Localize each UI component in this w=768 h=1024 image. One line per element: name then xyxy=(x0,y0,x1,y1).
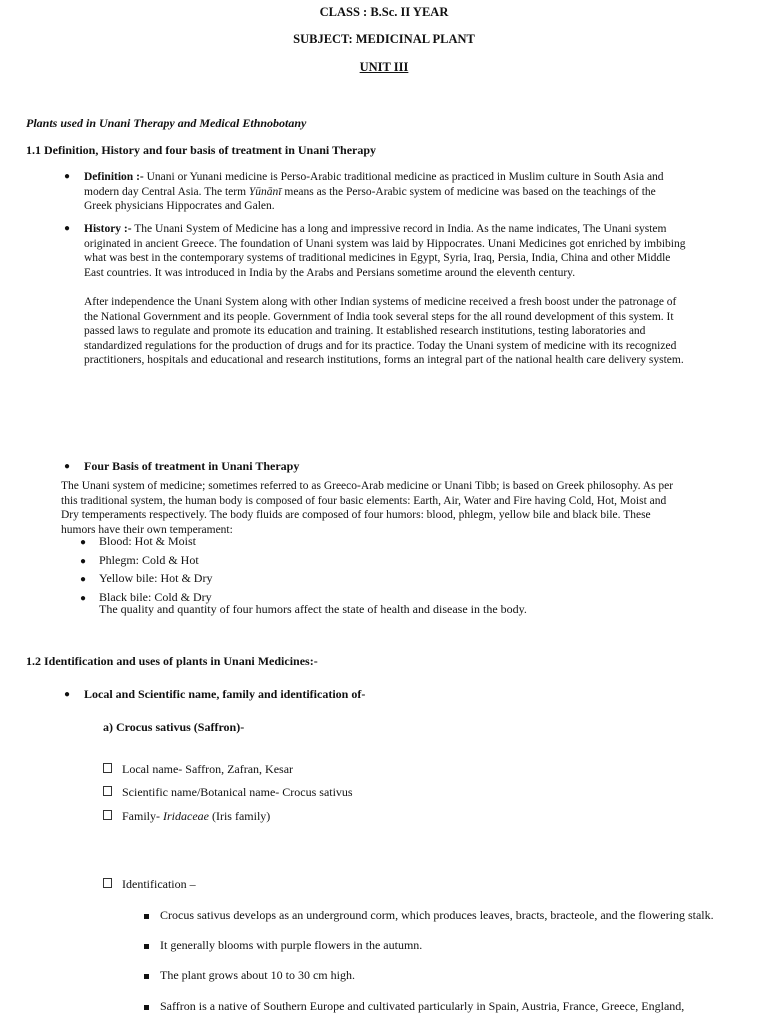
humors-list xyxy=(80,533,212,607)
after-line: After independence the Unani System along with other Indian systems of medicine received a fresh boost under the patronage of xyxy=(84,296,677,308)
after-line: practitioners, hospitals and educational and research institutions, forms an integral part of the national health care delivery system. xyxy=(84,354,684,367)
class-line: CLASS : B.Sc. II YEAR xyxy=(319,5,449,19)
s11-title: 1.1 Definition, History and four basis of treatment in Unani Therapy xyxy=(26,143,377,157)
list-item: The plant grows about 10 to 30 cm high. xyxy=(144,968,355,983)
list-item: Crocus sativus develops as an underground corm, which produces leaves, bracts, bracteole, and the flowering stalk. xyxy=(144,908,714,923)
subject-line: SUBJECT: MEDICINAL PLANT xyxy=(293,32,475,46)
after-line: standardized regulations for the production of drugs and for its practice. Today the Unani system of medicine with its recognized xyxy=(84,339,677,352)
checkbox-icon xyxy=(103,763,112,773)
after-independence-paragraph xyxy=(84,295,684,368)
list-item: It generally blooms with purple flowers in the autumn. xyxy=(144,938,422,953)
local-name-row: Local name- Saffron, Zafran, Kesar xyxy=(103,762,293,777)
four-basis-line: humors have their own temperament: xyxy=(61,523,233,536)
bullet-dot: ● xyxy=(64,461,71,472)
history-line: The Unani System of Medicine has a long and impressive record in India. As the name indicates, The Unani system xyxy=(131,223,667,235)
after-line: passed laws to regulate and promote its education and training. It established research institutions, testing laboratories and xyxy=(84,325,646,338)
bullet-dot: ● xyxy=(64,223,71,234)
bullet-dot: ● xyxy=(64,171,71,182)
four-basis-line: Dry temperaments respectively. The body fluids are composed of four humors: blood, phlegm, yellow bile and black bile. These xyxy=(61,509,651,522)
definition-block xyxy=(84,170,664,214)
definition-label: Definition :- xyxy=(84,171,144,183)
square-bullet-icon xyxy=(144,944,149,949)
list-item: ● Black bile: Cold & Dry xyxy=(80,589,212,604)
list-item: ● Phlegm: Cold & Hot xyxy=(80,552,199,567)
checkbox-icon xyxy=(103,786,112,796)
scientific-name-row: Scientific name/Botanical name- Crocus sativus xyxy=(103,785,353,800)
unit-line: UNIT III xyxy=(359,60,409,74)
definition-line: Greek physicians Hippocrates and Galen. xyxy=(84,200,275,213)
s12-title: 1.2 Identification and uses of plants in Unani Medicines:- xyxy=(26,654,318,668)
definition-term: Yūnānī xyxy=(248,185,282,198)
history-line: originated in ancient Greece. The foundation of Unani system was laid by Hippocrates. Unani Medicines got enriched by imbibing xyxy=(84,237,686,250)
section-heading: Plants used in Unani Therapy and Medical Ethnobotany xyxy=(26,116,307,130)
history-line: what was best in the contemporary systems of traditional medicines in Egypt, Syria, Iraq, Persia, India, China and other Middle xyxy=(84,252,671,265)
after-line: the National Government and its people. Government of India took several steps for the all round development of this system. It xyxy=(84,310,674,323)
identification-row: Identification – xyxy=(103,877,196,892)
four-basis-title: Four Basis of treatment in Unani Therapy xyxy=(84,459,300,473)
list-item: ● Blood: Hot & Moist xyxy=(80,534,197,548)
history-block xyxy=(84,222,685,280)
history-label: History :- xyxy=(84,223,132,235)
list-item: ● Yellow bile: Hot & Dry xyxy=(80,571,213,585)
plant-heading: a) Crocus sativus (Saffron)- xyxy=(103,720,245,734)
history-line: East countries. It was introduced in India by the Arabs and Persians sometime around the eleventh century. xyxy=(84,266,576,279)
definition-line: Unani or Yunani medicine is Perso-Arabic traditional medicine as practiced in Muslim culture in South Asia and xyxy=(143,171,664,183)
square-bullet-icon xyxy=(144,1005,149,1010)
s12-bullet: Local and Scientific name, family and identification of- xyxy=(84,687,366,701)
humor-note: The quality and quantity of four humors affect the state of health and disease in the body. xyxy=(99,602,527,616)
square-bullet-icon xyxy=(144,914,149,919)
checkbox-icon xyxy=(103,878,112,888)
square-bullet-icon xyxy=(144,974,149,979)
definition-tail: means as the Perso-Arabic system of medicine was based on the teachings of the xyxy=(281,185,656,198)
definition-line: modern day Central Asia. The term xyxy=(84,185,249,198)
bullet-dot: ● xyxy=(64,689,71,700)
list-item: Saffron is a native of Southern Europe and cultivated particularly in Spain, Austria, France, Greece, England, xyxy=(144,999,684,1014)
four-basis-paragraph xyxy=(61,479,673,537)
checkbox-icon xyxy=(103,810,112,820)
four-basis-line: this traditional system, the human body is composed of four basic elements: Earth, Air, Water and Fire having Cold, Hot, Moist and xyxy=(61,494,667,507)
four-basis-line: The Unani system of medicine; sometimes referred to as Greeco-Arab medicine or Unani Tibb; is based on Greek philosophy. As per xyxy=(61,480,674,492)
family-row: Family- Iridaceae (Iris family) xyxy=(103,809,270,824)
